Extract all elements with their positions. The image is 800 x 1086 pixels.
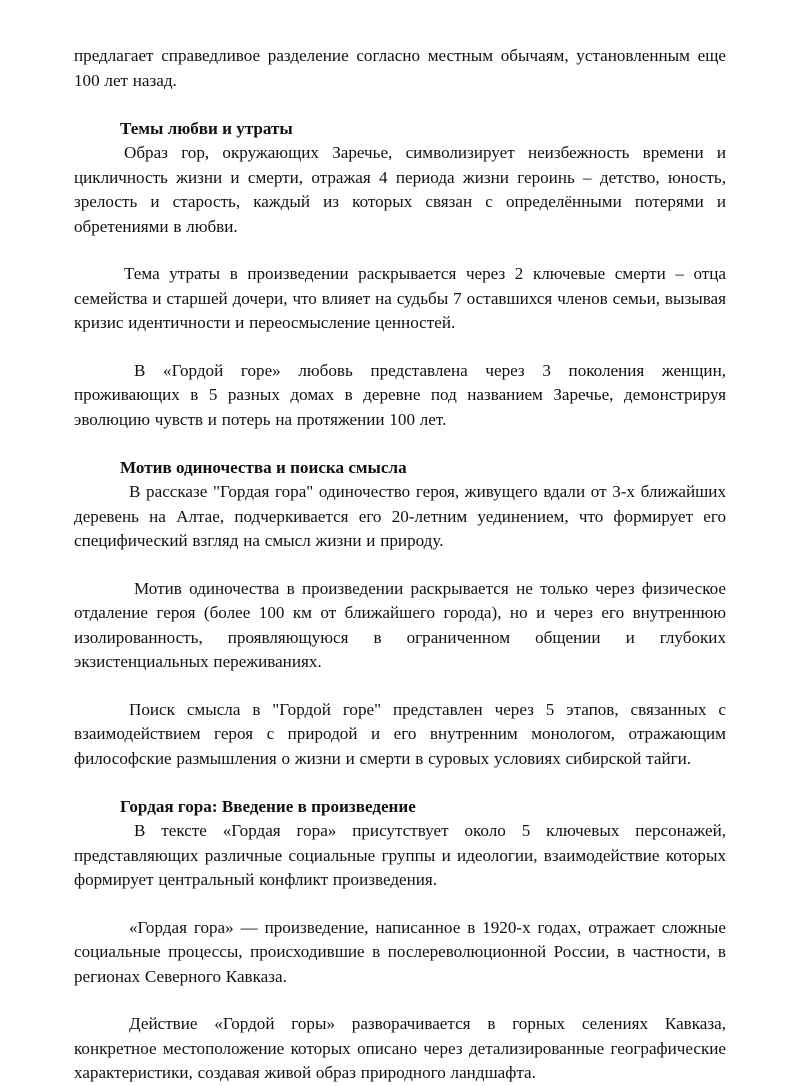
paragraph-characters: В тексте «Гордая гора» присутствует около 5 ключевых персонажей, представляющих различные социальные группы и идеологии, взаимодействие которых формирует центральный конфликт произведения. [74, 821, 726, 889]
spacer [74, 675, 726, 698]
paragraph-setting: Действие «Гордой горы» разворачивается в горных селениях Кавказа, конкретное местоположение которых описано через детализированные географические характеристики, создавая живой образ природного ландшафта. [74, 1014, 726, 1082]
section-heading-loneliness: Мотив одиночества и поиска смысла [120, 458, 407, 477]
section-heading-introduction: Гордая гора: Введение в произведение [120, 797, 416, 816]
paragraph-love-generations: В «Гордой горе» любовь представлена через 3 поколения женщин, проживающих в 5 разных домах в деревне под названием Заречье, демонстрируя эволюцию чувств и потерь на протяжении 100 лет. [74, 360, 726, 429]
paragraph-historical-context: «Гордая гора» — произведение, написанное в 1920-х годах, отражает сложные социальные процессы, происходившие в послереволюционной России, в частности, в регионах Северного Кавказа. [74, 917, 726, 986]
spacer [74, 893, 726, 916]
spacer [74, 989, 726, 1012]
spacer [74, 239, 726, 262]
paragraph-loss-theme: Тема утраты в произведении раскрывается через 2 ключевые смерти – отца семейства и старшей дочери, что влияет на судьбы 7 оставшихся членов семьи, вызывая кризис идентичности и переосмысление ценностей. [74, 264, 726, 332]
spacer [74, 336, 726, 359]
spacer [74, 432, 726, 456]
paragraph-search-meaning: Поиск смысла в "Гордой горе" представлен через 5 этапов, связанных с взаимодействием героя с природой и его внутренним монологом, отражающим философские размышления о жизни и смерти в суровых условиях сибирской тайги. [74, 699, 726, 768]
spacer [74, 554, 726, 577]
spacer [74, 93, 726, 117]
paragraph-hero-loneliness: В рассказе "Гордая гора" одиночество героя, живущего вдали от 3-х ближайших деревень на Алтае, подчеркивается его 20-летним уединением, что формирует его специфический взгляд на смысл жизни и природу. [74, 482, 726, 550]
paragraph-mountains-symbol: Образ гор, окружающих Заречье, символизирует неизбежность времени и цикличность жизни и смерти, отражая 4 периода жизни героинь – детство, юность, зрелость и старость, каждый из которых связан с определёнными потерями и обретениями в любви. [74, 143, 726, 236]
document-page [74, 44, 726, 1086]
intro-paragraph: предлагает справедливое разделение согласно местным обычаям, установленным еще 100 лет назад. [74, 46, 726, 90]
paragraph-isolation-motif: Мотив одиночества в произведении раскрывается не только через физическое отдаление героя (более 100 км от ближайшего города), но и через его внутреннюю изолированность, проявляющуюся в ограниченном общении и глубоких экзистенциальных переживаниях. [74, 578, 726, 671]
section-heading-love-loss: Темы любви и утраты [120, 119, 293, 138]
spacer [74, 771, 726, 795]
